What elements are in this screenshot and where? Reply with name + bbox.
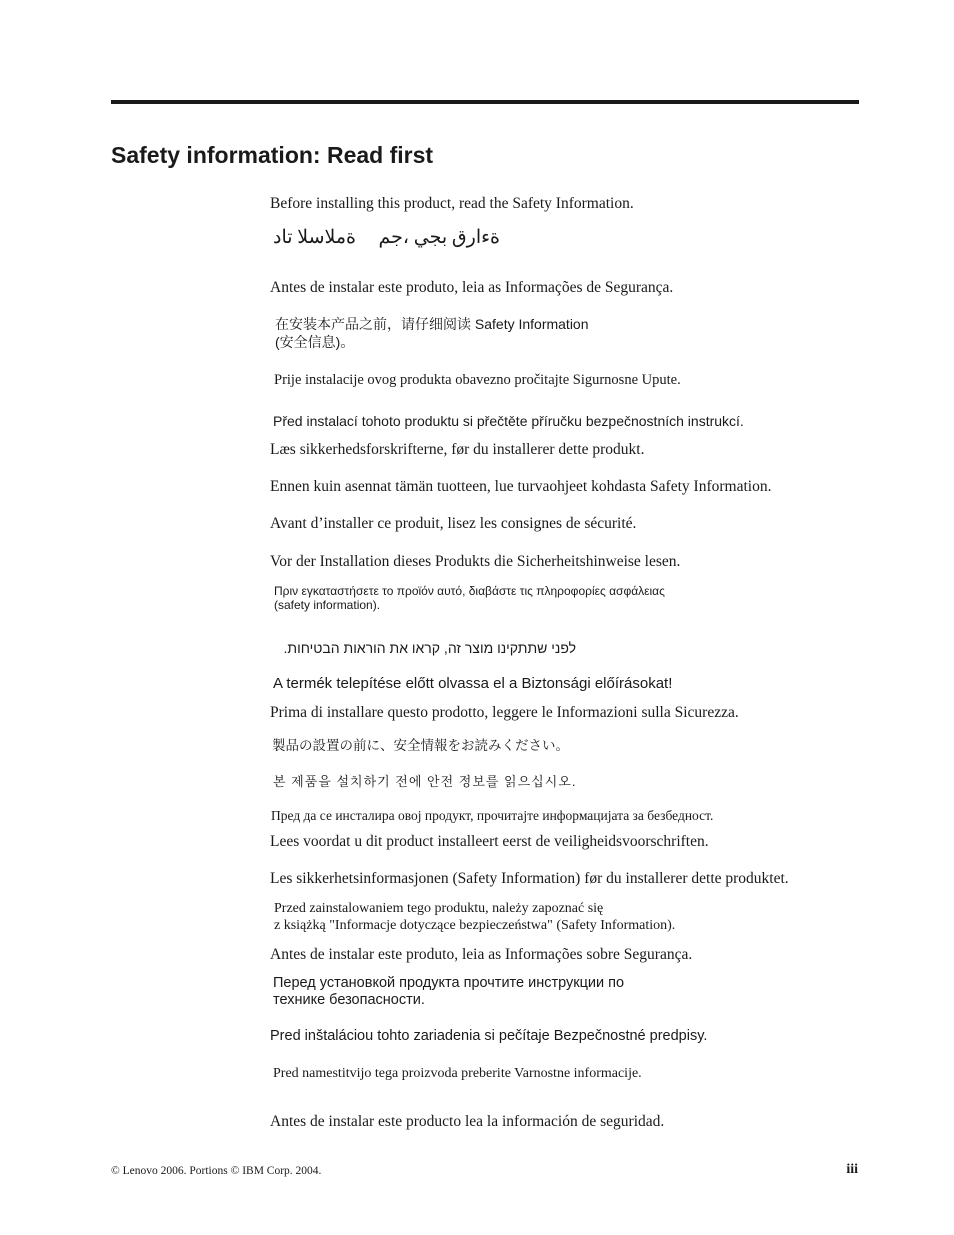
notice-portuguese-portugal: Antes de instalar este produto, leia as Informações sobre Segurança. — [270, 946, 693, 963]
notice-korean: 본 제품을 설치하기 전에 안전 정보를 읽으십시오. — [273, 774, 577, 789]
notice-macedonian: Пред да се инсталира овој продукт, прочитајте информацијата за безбедност. — [271, 808, 714, 823]
notice-russian-line-2: технике безопасности. — [273, 992, 425, 1008]
notice-slovak: Pred inštaláciou tohto zariadenia si pečítaje Bezpečnostné predpisy. — [270, 1028, 708, 1044]
notice-chinese-line-1: 在安装本产品之前，请仔细阅读 Safety Information — [275, 316, 589, 332]
notice-chinese-line-2: (安全信息)。 — [275, 334, 355, 350]
header-rule — [111, 100, 859, 104]
page-number: iii — [846, 1162, 858, 1177]
notice-slovenian: Pred namestitvijo tega proizvoda preberite Varnostne informacije. — [273, 1066, 642, 1081]
notice-czech: Před instalací tohoto produktu si přečtěte příručku bezpečnostních instrukcí. — [273, 413, 744, 429]
notice-japanese: 製品の設置の前に、安全情報をお読みください。 — [272, 738, 569, 753]
notice-norwegian: Les sikkerhetsinformasjonen (Safety Information) før du installerer dette produktet. — [270, 870, 789, 887]
notice-hungarian: A termék telepítése előtt olvassa el a Biztonsági előírásokat! — [273, 675, 673, 692]
notice-german: Vor der Installation dieses Produkts die Sicherheitshinweise lesen. — [270, 553, 681, 570]
notice-hebrew: לפני שתתקינו מוצר זה, קראו את הוראות הבטיחות. — [283, 640, 576, 656]
notice-danish: Læs sikkerhedsforskrifterne, før du installerer dette produkt. — [270, 441, 645, 458]
notice-polish-line-1: Przed zainstalowaniem tego produktu, należy zapoznać się — [274, 901, 604, 916]
notice-english: Before installing this product, read the Safety Information. — [270, 195, 634, 212]
notice-greek-line-2: (safety information). — [274, 598, 381, 612]
notice-french: Avant d’installer ce produit, lisez les consignes de sécurité. — [270, 515, 637, 532]
notice-italian: Prima di installare questo prodotto, leggere le Informazioni sulla Sicurezza. — [270, 704, 739, 721]
notice-portuguese-brazil: Antes de instalar este produto, leia as Informações de Segurança. — [270, 279, 674, 296]
notice-arabic-part-2: ةءارق بجي ،جم — [378, 227, 500, 248]
notice-croatian: Prije instalacije ovog produkta obavezno pročitajte Sigurnosne Upute. — [274, 372, 681, 388]
notice-dutch: Lees voordat u dit product installeert eerst de veiligheidsvoorschriften. — [270, 833, 709, 850]
notice-spanish: Antes de instalar este producto lea la información de seguridad. — [270, 1113, 665, 1130]
notice-finnish: Ennen kuin asennat tämän tuotteen, lue turvaohjeet kohdasta Safety Information. — [270, 478, 772, 495]
copyright-footer: © Lenovo 2006. Portions © IBM Corp. 2004. — [111, 1165, 322, 1177]
notice-arabic-part-1: ةملاسلا تاد — [272, 227, 356, 248]
notice-greek-line-1: Πριν εγκαταστήσετε το προϊόν αυτό, διαβάστε τις πληροφορίες ασφάλειας — [274, 584, 665, 598]
notice-russian-line-1: Перед установкой продукта прочтите инструкции по — [273, 975, 625, 991]
page-title: Safety information: Read first — [111, 142, 434, 168]
notice-polish-line-2: z książką "Informacje dotyczące bezpieczeństwa" (Safety Information). — [274, 918, 676, 933]
